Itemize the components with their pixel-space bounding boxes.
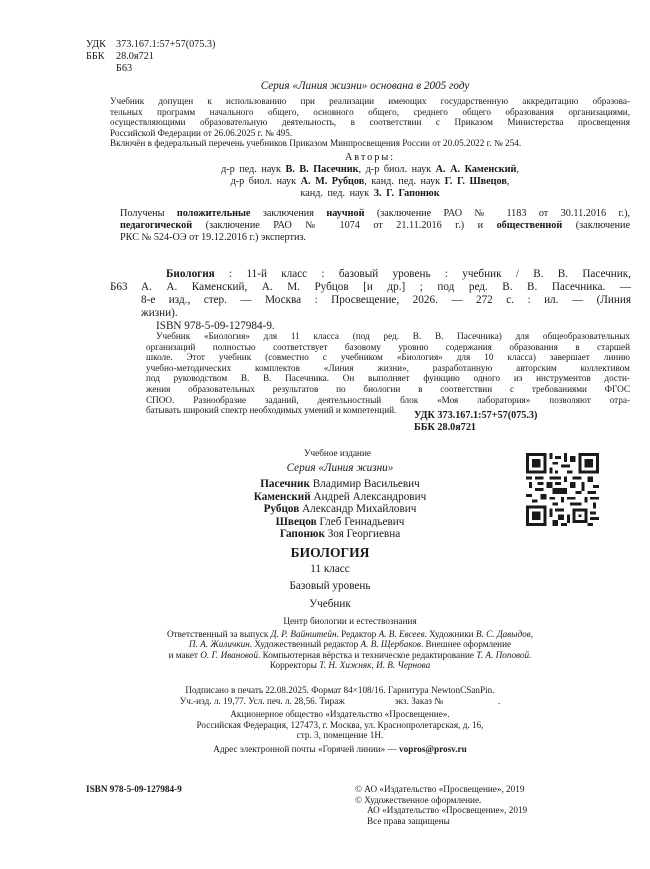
copyright-block: © АО «Издательство «Просвещение», 2019 © Художественное оформление. АО «Издательство «Просвещение», 2019 Все права защищены (355, 784, 528, 826)
series-note: Серия «Линия жизни» основана в 2005 году (260, 80, 470, 92)
book-kind: Учебник (309, 598, 351, 610)
udk-code: УДК 373.167.1:57+57(075.3) ББК 28.0я721 Б63 (86, 39, 216, 74)
catalog-entry: Биология : 11-й класс : базовый уровень : учебник / В. В. Пасечник, А. А. Каменский, А. М. Рубцов [и др.] ; под ред. В. В. Пасечника. — 8-е изд., стер. — Москва : Просвещение, 2026. — 272 с. : ил. — (Линия жизни). ISBN 978-5-09-127984-9. (141, 268, 631, 332)
reviews-text: Получены положительные заключения научной (заключение РАО № 1183 от 30.11.2016 г.), педагогической (заключение РАО № 1074 от 21.11.2016 г.) и общественной (заключение РКС № 524-ОЭ от 19.12.2016 г.) экспертиз. (120, 208, 631, 243)
hotline-email[interactable]: vopros@prosv.ru (399, 743, 467, 754)
qr-code-icon (526, 453, 599, 526)
catalog-annotation: Учебник «Биология» для 11 класса (под ред. В. В. Пасечника) для общеобразовательных организаций полностью соответствует базовому уровню содержания образования в старшей школе. Этот учебник (совместно с учебником «Биология» для 10 класса) завершает линию учебно-методических комплектов «Линия жизни», разработанную авторским коллективом под руководством В. В. Пасечника. Он выполняет функцию одного из инструментов дости- жения образовательных результатов по биологии в соответствии с требованиями ФГОС СПОО. Разнообразие заданий, деятельностный блок «Моя лаборатория» позволяют отра- батывать широкий спектр необходимых умений и компетенций. (146, 331, 630, 416)
credits-block: Центр биологии и естествознания Ответственный за выпуск Д. Р. Вайнштейн. Редактор А. В. Евсеев. Художники В. С. Давыдов, П. А. Жиличкин. Художественный редактор А. В. Щербаков. Внешнее оформление и макет О. Г. Ивановой. Компьютерная вёрстка и техническое редактирование Т. А. Поповой. Корректоры Т. Н. Хижняк, И. В. Чернова (166, 616, 534, 671)
edition-series: Серия «Линия жизни» (286, 462, 394, 474)
catalog-classification: УДК 373.167.1:57+57(075.3) ББК 28.0я721 (414, 410, 538, 433)
footer-isbn: ISBN 978-5-09-127984-9 (86, 784, 182, 794)
approval-text: Учебник допущен к использованию при реализации имеющих государственную аккредитацию образова- тельных программ начального общего, основного общего, среднего общего образования организациями, осуществляющими образовательную деятельность, в соответствии с Приказом Министерства просвещения Российской Федерации от 26.06.2025 г. № 495. Включён в федеральный перечень учебников Приказом Минпросвещения России от 20.05.2022 г. № 254. (110, 96, 630, 149)
authors-block: Авторы: д-р пед. наук В. В. Пасечник, д-р биол. наук А. А. Каменский, д-р биол. наук А. М. Рубцов, канд. пед. наук Г. Г. Швецов, канд. пед. наук З. Г. Гапонюк (221, 152, 519, 199)
catalog-code: Б63 (110, 281, 128, 293)
book-level: Базовый уровень (289, 580, 371, 592)
book-title: БИОЛОГИЯ (290, 545, 370, 560)
edition-authors: Пасечник Владимир Васильевич Каменский Андрей Александрович Рубцов Александр Михайлович Швецов Глеб Геннадьевич Гапонюк Зоя Георгиевна (253, 478, 427, 540)
imprint-block: Подписано в печать 22.08.2025. Формат 84×108/16. Гарнитура NewtonCSanPin. Уч.-изд. л. 19,77. Усл. печ. л. 28,56. Тираж экз. Заказ № . Акционерное общество «Издательство «Просвещение». Российская Федерация, 127473, г. Москва, ул. Краснопролетарская, д. 16, стр. 3, помещение 1Н. Адрес электронной почты «Горячей линии» — vopros@prosv.ru (179, 685, 501, 754)
edition-type: Учебное издание (304, 448, 371, 458)
book-grade: 11 класс (310, 563, 350, 575)
